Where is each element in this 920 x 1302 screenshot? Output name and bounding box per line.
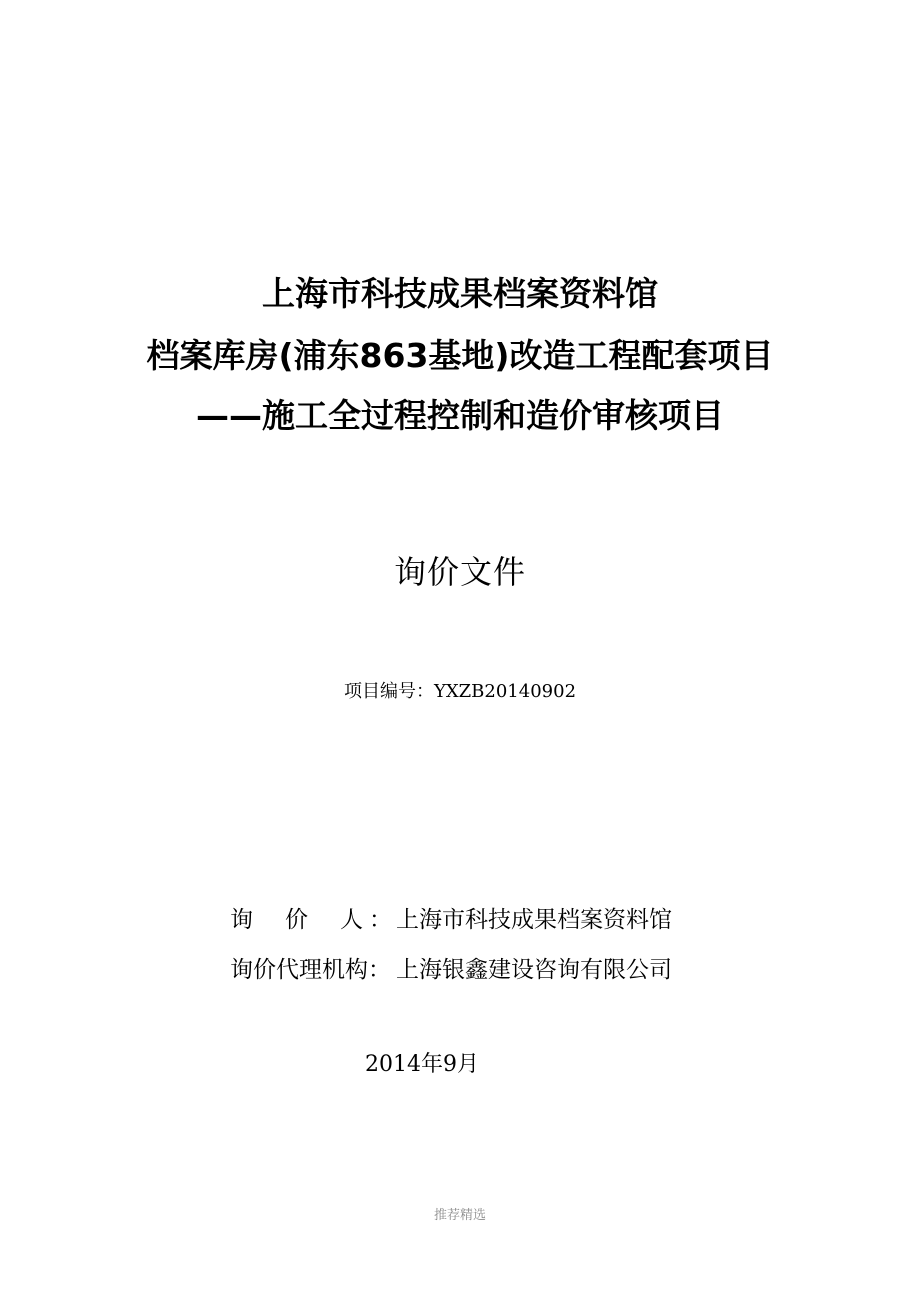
agent-colon: ： — [368, 957, 391, 983]
inquirer-row — [230, 905, 672, 935]
agent-row — [230, 955, 672, 985]
inquirer-value: 上海市科技成果档案资料馆 — [396, 907, 672, 933]
title-line-2: 档案库房(浦东863基地)改造工程配套项目 — [146, 336, 774, 375]
page-footer: 推荐精选 — [433, 1208, 486, 1223]
inquirer-label — [230, 905, 396, 935]
document-type-heading: 询价文件 — [393, 553, 526, 591]
inquirer-label-char-3: 人 — [340, 907, 363, 933]
agent-label-text: 询价代理机构 — [230, 957, 368, 983]
title-line-1: 上海市科技成果档案资料馆 — [262, 274, 658, 313]
agent-label — [230, 955, 396, 985]
inquirer-label-char-1: 询 — [230, 907, 253, 933]
agent-value: 上海银鑫建设咨询有限公司 — [396, 957, 672, 983]
issue-date: 2014年9月 — [365, 1052, 479, 1077]
inquirer-label-char-2: 价 — [285, 907, 308, 933]
project-number: 项目编号：YXZB20140902 — [343, 681, 577, 702]
inquirer-colon: ： — [369, 907, 392, 933]
title-line-3: ——施工全过程控制和造价审核项目 — [196, 396, 724, 435]
